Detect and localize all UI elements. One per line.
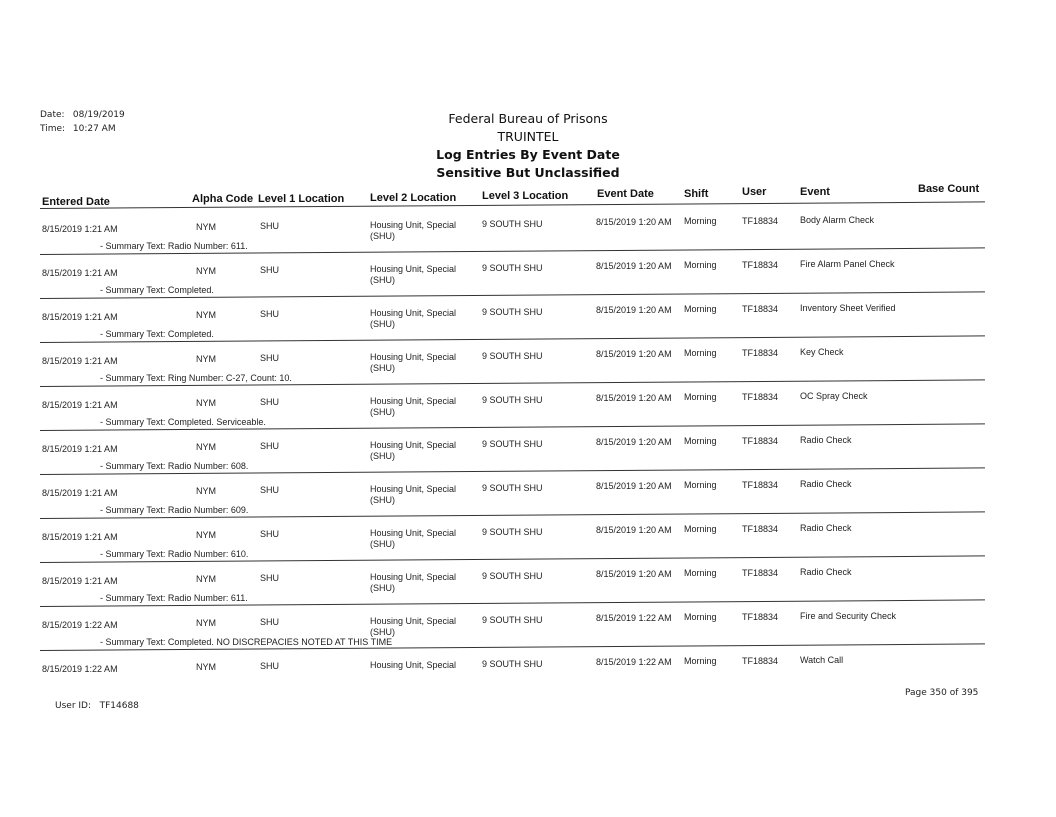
classification-label: Sensitive But Unclassified xyxy=(436,165,620,180)
level3-location-cell: 9 SOUTH SHU xyxy=(482,307,543,317)
level2-location-cell: Housing Unit, Special xyxy=(370,660,457,670)
event-date-cell: 8/15/2019 1:20 AM xyxy=(596,481,672,491)
entered-date-cell: 8/15/2019 1:21 AM xyxy=(42,532,118,542)
level3-location-cell: 9 SOUTH SHU xyxy=(482,483,543,493)
col-entered-date: Entered Date xyxy=(42,196,110,208)
event-cell: Watch Call xyxy=(800,655,844,665)
user-cell: TF18834 xyxy=(742,612,779,622)
event-cell: OC Spray Check xyxy=(800,391,868,401)
event-cell: Radio Check xyxy=(800,435,852,445)
summary-text: - Summary Text: Ring Number: C-27, Count: 10. xyxy=(100,373,292,383)
shift-cell: Morning xyxy=(684,524,717,534)
alpha-code-cell: NYM xyxy=(196,354,216,364)
entered-date-cell: 8/15/2019 1:21 AM xyxy=(42,576,118,586)
entered-date-cell: 8/15/2019 1:21 AM xyxy=(42,268,118,278)
summary-text: - Summary Text: Completed. NO DISCREPACIES NOTED AT THIS TIME xyxy=(100,637,393,647)
level2-location-cell: Housing Unit, Special (SHU) xyxy=(370,528,457,549)
summary-text: - Summary Text: Completed. xyxy=(100,285,214,295)
event-cell: Fire and Security Check xyxy=(800,611,897,621)
col-level2-location: Level 2 Location xyxy=(370,192,457,204)
time-value: 10:27 AM xyxy=(72,124,116,134)
col-user: User xyxy=(742,186,767,198)
alpha-code-cell: NYM xyxy=(196,530,216,540)
level3-location-cell: 9 SOUTH SHU xyxy=(482,351,543,361)
entered-date-cell: 8/15/2019 1:21 AM xyxy=(42,356,118,366)
alpha-code-cell: NYM xyxy=(196,310,216,320)
shift-cell: Morning xyxy=(684,612,717,622)
alpha-code-cell: NYM xyxy=(196,222,216,232)
level3-location-cell: 9 SOUTH SHU xyxy=(482,219,543,229)
event-date-cell: 8/15/2019 1:20 AM xyxy=(596,437,672,447)
alpha-code-cell: NYM xyxy=(196,442,216,452)
event-cell: Key Check xyxy=(800,347,844,357)
summary-text: - Summary Text: Radio Number: 609. xyxy=(100,505,249,515)
summary-text: - Summary Text: Radio Number: 611. xyxy=(100,593,248,603)
time-label: Time: xyxy=(40,124,66,134)
user-cell: TF18834 xyxy=(742,216,779,226)
level1-location-cell: SHU xyxy=(260,221,280,231)
alpha-code-cell: NYM xyxy=(196,398,216,408)
level2-location-cell: Housing Unit, Special (SHU) xyxy=(370,396,457,417)
event-date-cell: 8/15/2019 1:20 AM xyxy=(596,569,672,579)
level2-location-cell: Housing Unit, Special (SHU) xyxy=(370,616,457,637)
level2-location-cell: Housing Unit, Special (SHU) xyxy=(370,484,457,505)
table-row xyxy=(0,476,1056,520)
col-shift: Shift xyxy=(684,188,709,200)
agency-title: Federal Bureau of Prisons xyxy=(448,111,608,126)
system-title: TRUINTEL xyxy=(497,129,559,144)
event-cell: Radio Check xyxy=(800,523,852,533)
alpha-code-cell: NYM xyxy=(196,618,216,628)
level3-location-cell: 9 SOUTH SHU xyxy=(482,571,543,581)
user-cell: TF18834 xyxy=(742,568,779,578)
level1-location-cell: SHU xyxy=(260,661,280,671)
level1-location-cell: SHU xyxy=(260,529,280,539)
shift-cell: Morning xyxy=(684,392,717,402)
summary-text: - Summary Text: Completed. Serviceable. xyxy=(100,417,266,427)
level3-location-cell: 9 SOUTH SHU xyxy=(482,263,543,273)
entered-date-cell: 8/15/2019 1:21 AM xyxy=(42,444,118,454)
level1-location-cell: SHU xyxy=(260,353,280,363)
user-cell: TF18834 xyxy=(742,524,779,534)
level2-location-cell: Housing Unit, Special (SHU) xyxy=(370,572,457,593)
event-date-cell: 8/15/2019 1:20 AM xyxy=(596,217,672,227)
shift-cell: Morning xyxy=(684,304,717,314)
level2-location-cell: Housing Unit, Special (SHU) xyxy=(370,352,457,373)
shift-cell: Morning xyxy=(684,656,717,666)
table-row xyxy=(0,520,1056,564)
report-title: Log Entries By Event Date xyxy=(436,147,620,162)
shift-cell: Morning xyxy=(684,436,717,446)
page-number: Page 350 of 395 xyxy=(905,688,979,698)
level3-location-cell: 9 SOUTH SHU xyxy=(482,439,543,449)
col-alpha-code: Alpha Code xyxy=(192,193,254,205)
table-row xyxy=(0,652,1056,696)
user-id-label: User ID: xyxy=(55,701,91,711)
col-event: Event xyxy=(800,186,830,198)
shift-cell: Morning xyxy=(684,568,717,578)
level2-location-cell: Housing Unit, Special (SHU) xyxy=(370,264,457,285)
event-cell: Fire Alarm Panel Check xyxy=(800,259,895,269)
table-row xyxy=(0,344,1056,388)
level1-location-cell: SHU xyxy=(260,265,280,275)
col-event-date: Event Date xyxy=(597,188,654,200)
level1-location-cell: SHU xyxy=(260,573,280,583)
user-cell: TF18834 xyxy=(742,480,779,490)
event-date-cell: 8/15/2019 1:20 AM xyxy=(596,305,672,315)
table-row xyxy=(0,256,1056,300)
summary-text: - Summary Text: Radio Number: 610. xyxy=(100,549,249,559)
header-rule xyxy=(40,201,985,209)
date-value: 08/19/2019 xyxy=(72,110,125,120)
event-cell: Radio Check xyxy=(800,567,852,577)
entered-date-cell: 8/15/2019 1:21 AM xyxy=(42,224,118,234)
shift-cell: Morning xyxy=(684,216,717,226)
entered-date-cell: 8/15/2019 1:22 AM xyxy=(42,664,118,674)
shift-cell: Morning xyxy=(684,348,717,358)
user-cell: TF18834 xyxy=(742,436,779,446)
summary-text: - Summary Text: Completed. xyxy=(100,329,214,339)
level1-location-cell: SHU xyxy=(260,617,280,627)
alpha-code-cell: NYM xyxy=(196,574,216,584)
level3-location-cell: 9 SOUTH SHU xyxy=(482,615,543,625)
event-date-cell: 8/15/2019 1:22 AM xyxy=(596,613,672,623)
entered-date-cell: 8/15/2019 1:21 AM xyxy=(42,312,118,322)
table-row xyxy=(0,212,1056,256)
table-row xyxy=(0,300,1056,344)
level3-location-cell: 9 SOUTH SHU xyxy=(482,527,543,537)
summary-text: - Summary Text: Radio Number: 611. xyxy=(100,241,248,251)
table-row xyxy=(0,388,1056,432)
col-base-count: Base Count xyxy=(918,183,980,195)
entered-date-cell: 8/15/2019 1:21 AM xyxy=(42,400,118,410)
date-label: Date: xyxy=(40,110,65,120)
entered-date-cell: 8/15/2019 1:22 AM xyxy=(42,620,118,630)
event-date-cell: 8/15/2019 1:22 AM xyxy=(596,657,672,667)
alpha-code-cell: NYM xyxy=(196,662,216,672)
shift-cell: Morning xyxy=(684,260,717,270)
event-date-cell: 8/15/2019 1:20 AM xyxy=(596,349,672,359)
event-cell: Radio Check xyxy=(800,479,852,489)
col-level3-location: Level 3 Location xyxy=(482,190,569,202)
level2-location-cell: Housing Unit, Special (SHU) xyxy=(370,308,457,329)
user-cell: TF18834 xyxy=(742,656,779,666)
event-date-cell: 8/15/2019 1:20 AM xyxy=(596,261,672,271)
level1-location-cell: SHU xyxy=(260,309,280,319)
shift-cell: Morning xyxy=(684,480,717,490)
level3-location-cell: 9 SOUTH SHU xyxy=(482,659,543,669)
alpha-code-cell: NYM xyxy=(196,266,216,276)
table-row xyxy=(0,432,1056,476)
footer-user-id xyxy=(55,701,139,711)
level2-location-cell: Housing Unit, Special (SHU) xyxy=(370,220,457,241)
summary-text: - Summary Text: Radio Number: 608. xyxy=(100,461,249,471)
event-date-cell: 8/15/2019 1:20 AM xyxy=(596,393,672,403)
alpha-code-cell: NYM xyxy=(196,486,216,496)
user-id-value: TF14688 xyxy=(99,701,139,711)
level1-location-cell: SHU xyxy=(260,485,280,495)
user-cell: TF18834 xyxy=(742,392,779,402)
level3-location-cell: 9 SOUTH SHU xyxy=(482,395,543,405)
event-cell: Body Alarm Check xyxy=(800,215,875,225)
level1-location-cell: SHU xyxy=(260,441,280,451)
user-cell: TF18834 xyxy=(742,304,779,314)
table-row xyxy=(0,608,1056,652)
user-cell: TF18834 xyxy=(742,260,779,270)
user-cell: TF18834 xyxy=(742,348,779,358)
entered-date-cell: 8/15/2019 1:21 AM xyxy=(42,488,118,498)
event-date-cell: 8/15/2019 1:20 AM xyxy=(596,525,672,535)
event-cell: Inventory Sheet Verified xyxy=(800,303,896,313)
table-row xyxy=(0,564,1056,608)
level2-location-cell: Housing Unit, Special (SHU) xyxy=(370,440,457,461)
level1-location-cell: SHU xyxy=(260,397,280,407)
col-level1-location: Level 1 Location xyxy=(258,193,345,205)
